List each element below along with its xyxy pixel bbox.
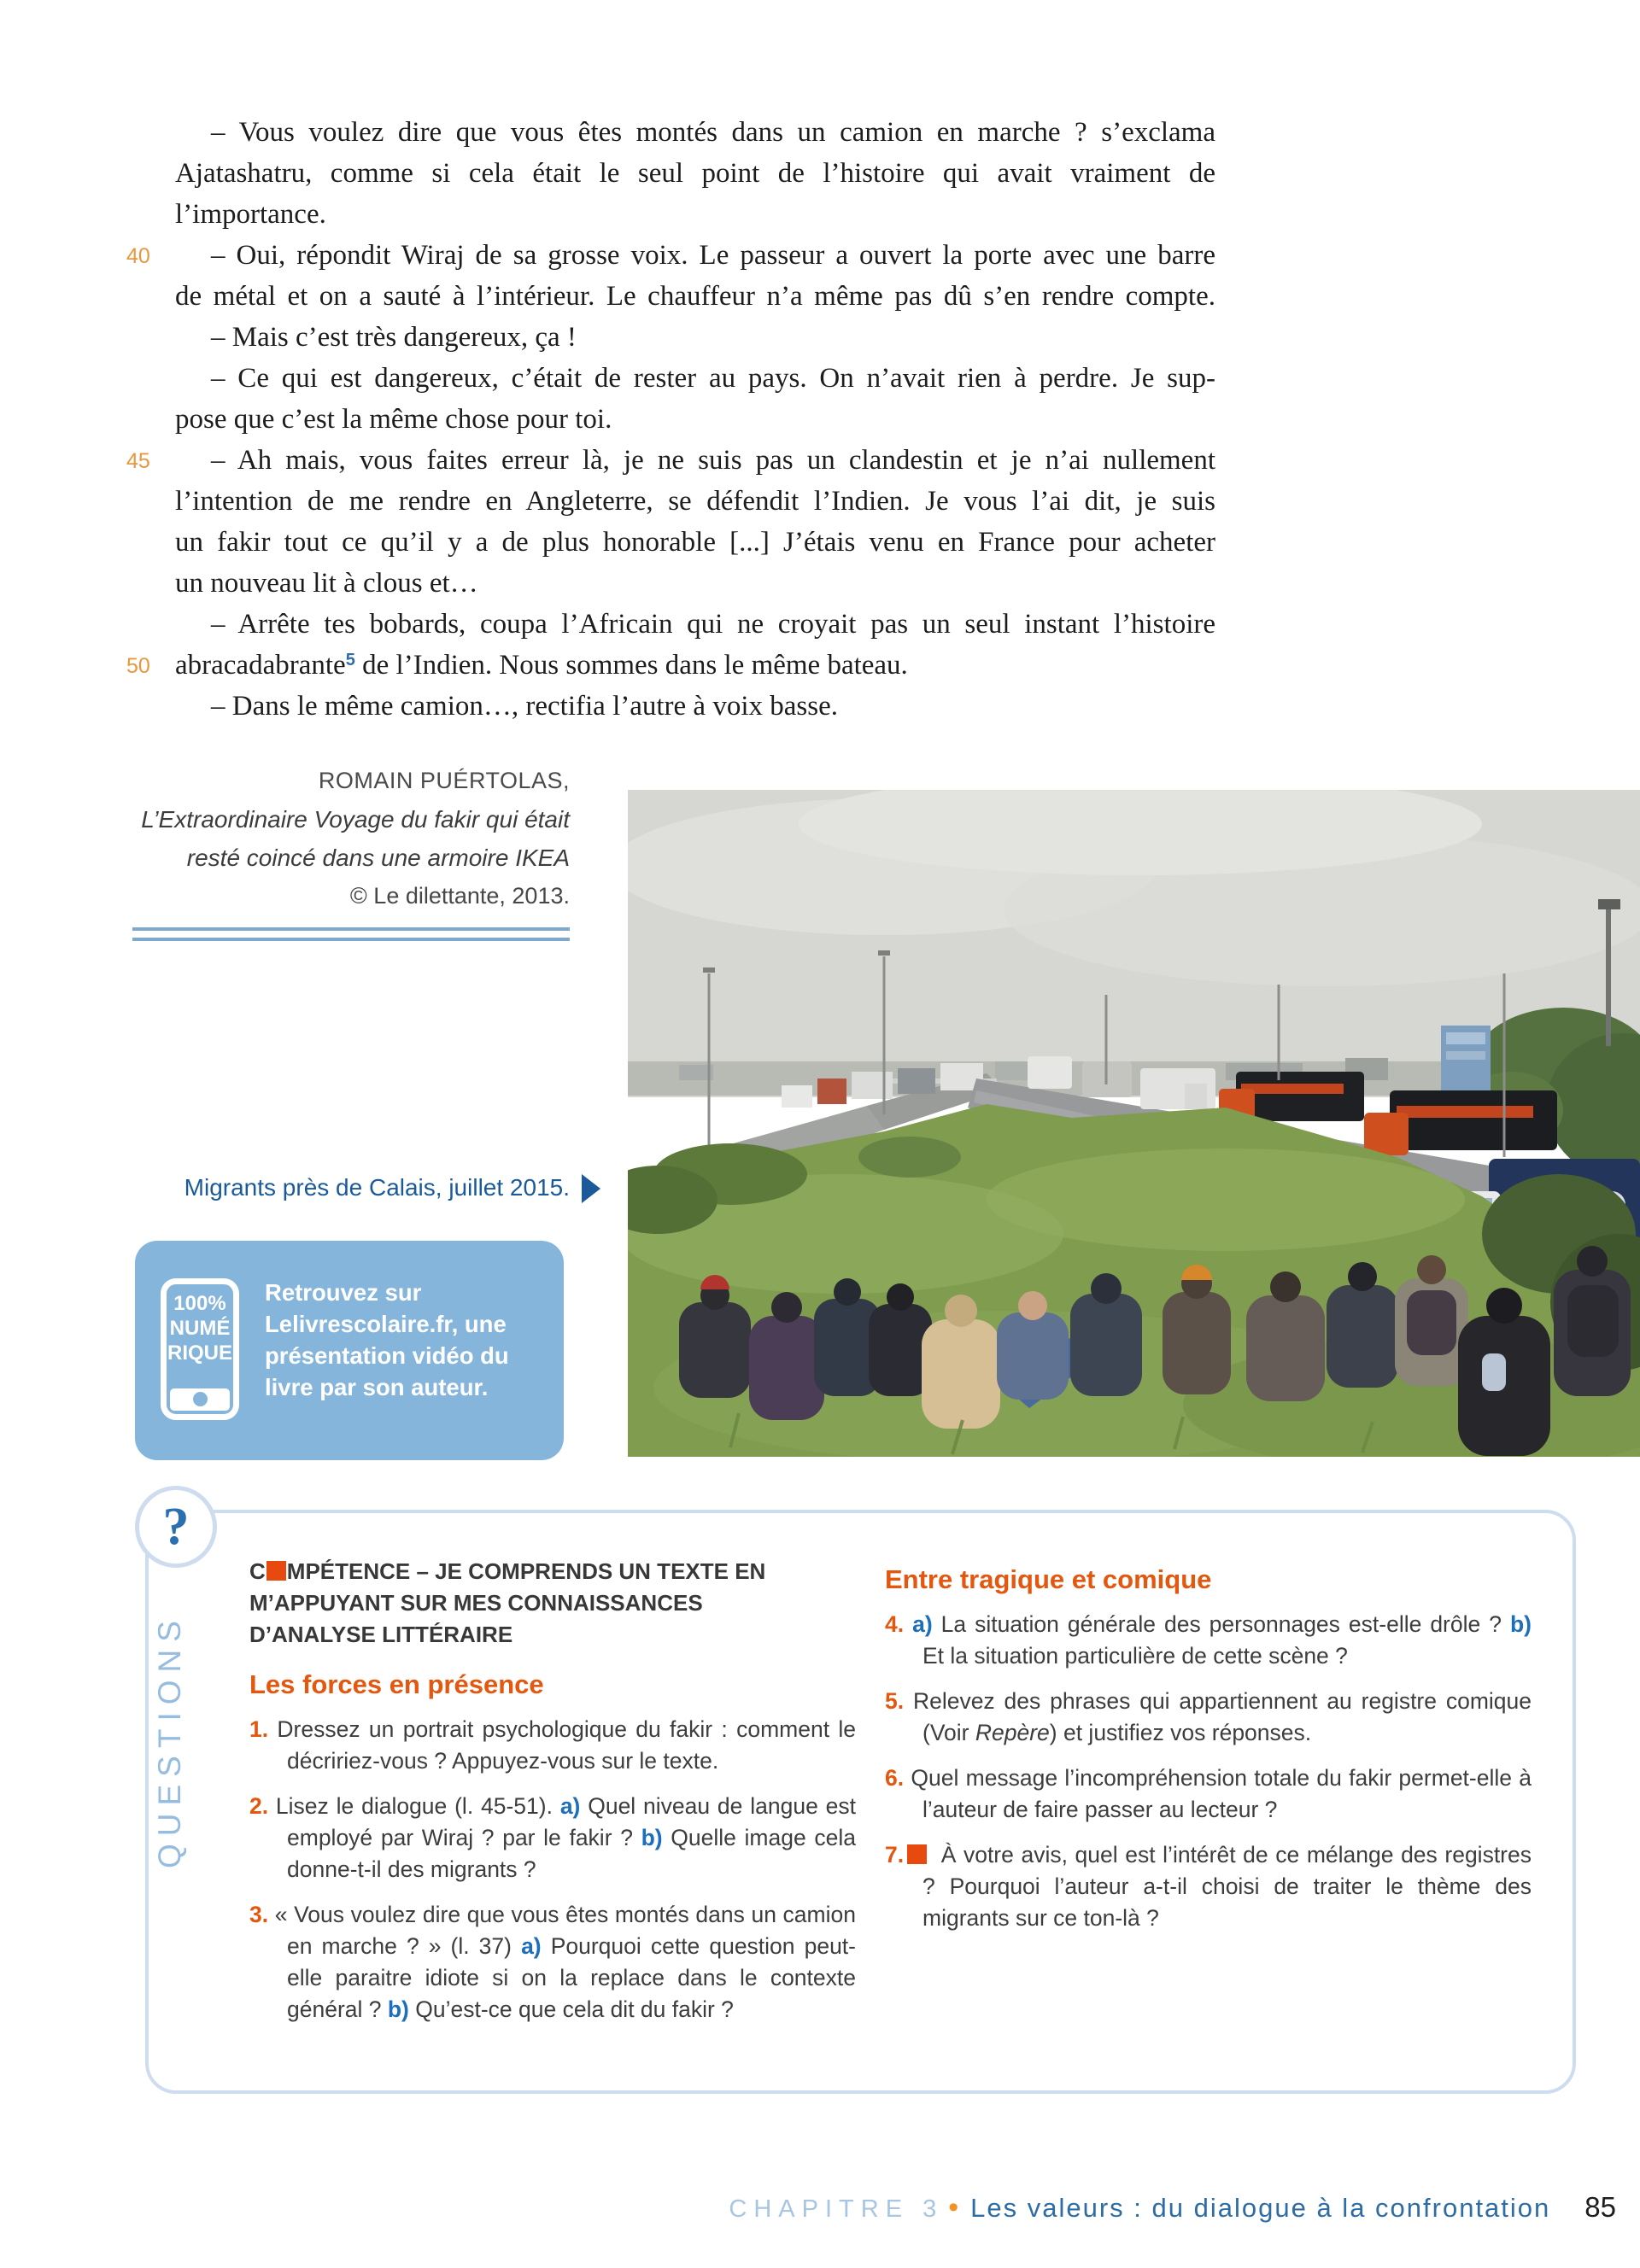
work-title-line1: L’Extraordinaire Voyage du fakir qui était: [141, 806, 570, 833]
question-number: 1.: [249, 1716, 269, 1742]
text-segment: Dressez un portrait psychologique du fakir : comment le décririez-vous ? Appuyez-vous sur le texte.: [268, 1716, 856, 1774]
digital-resource-text: Retrouvez sur Lelivrescolaire.fr, une présentation vidéo du livre par son auteur.: [265, 1279, 509, 1400]
text-segment: À votre avis, quel est l’intérêt de ce mélange des registres ? Pourquoi l’auteur a-t-il choisi de traiter le thème des migrants sur ce ton-là ?: [922, 1842, 1532, 1931]
text-segment: l’importance.: [175, 199, 326, 230]
text-segment: de l’Indien. Nous sommes dans le même bateau.: [354, 650, 908, 681]
text-line: [175, 481, 1215, 522]
text-segment: abracadabrante: [175, 650, 346, 681]
sub-question-letter: a): [912, 1611, 933, 1637]
text-segment: Et la situation particulière de cette scène ?: [922, 1643, 1348, 1669]
badge-line: NUMÉ: [169, 1317, 231, 1340]
question-number: 7.: [885, 1842, 905, 1868]
competence-statement: [249, 1556, 800, 1651]
text-segment: Ajatashatru, comme si cela était le seul point de l’histoire qui avait vraiment de: [175, 158, 1215, 189]
questions-vertical-label: QUESTIONS: [152, 1613, 187, 1868]
text-segment: ) et justifiez vos réponses.: [1049, 1720, 1312, 1745]
sub-question-letter: b): [641, 1825, 663, 1850]
text-segment: « Vous voulez dire que vous êtes montés dans un camion en marche ? » (l. 37): [268, 1902, 856, 1959]
text-segment: l’intention de me rendre en Angleterre, se défendit l’Indien. Je vous l’ai dit, je suis: [175, 486, 1215, 517]
sub-question-letter: a): [559, 1793, 581, 1819]
text-line: [175, 604, 1215, 645]
text-segment: – Oui, répondit Wiraj de sa grosse voix. Le passeur a ouvert la porte avec une barre: [211, 240, 1215, 271]
right-subheading: Entre tragique et comique: [885, 1564, 1212, 1594]
questions-left-column: [249, 1556, 856, 2039]
sub-question-letter: a): [521, 1933, 542, 1959]
photo-caption: Migrants près de Calais, juillet 2015.: [184, 1174, 570, 1201]
text-line: [126, 440, 1215, 481]
text-segment: Pourquoi cette question peut-elle paraitre idiote si on la replace dans le contexte général ?: [287, 1933, 856, 2022]
text-segment: – Ah mais, vous faites erreur là, je ne suis pas un clandestin et je n’ai nullement: [211, 445, 1215, 476]
page-footer: [729, 2191, 1616, 2224]
question-item: [885, 1762, 1532, 1826]
text-line: [175, 153, 1215, 194]
question-item: [249, 1791, 856, 1885]
text-segment: un fakir tout ce qu’il y a de plus honorable [...] J’étais venu en France pour acheter: [175, 527, 1215, 558]
text-line: [175, 276, 1215, 317]
author-name: ROMAIN PUÉRTOLAS,: [318, 768, 570, 793]
text-segment: Quel niveau de langue est employé par Wiraj ? par le fakir ?: [287, 1793, 856, 1850]
question-item: [885, 1839, 1532, 1934]
text-line: [175, 317, 1215, 358]
left-subheading: Les forces en présence: [249, 1669, 544, 1699]
copyright-line: © Le dilettante, 2013.: [349, 883, 570, 909]
text-line: [126, 235, 1215, 276]
line-number: 50: [126, 654, 150, 678]
question-number: 6.: [885, 1765, 905, 1791]
text-segment: Quelle image cela donne-t-il des migrants ?: [287, 1825, 856, 1882]
chapter-title: Les valeurs : du dialogue à la confrontation: [970, 2193, 1551, 2223]
line-number: 40: [126, 244, 150, 268]
digital-resource-box: [135, 1241, 564, 1460]
italic-reference: Repère: [975, 1720, 1050, 1745]
questions-right-column: [885, 1564, 1532, 1948]
question-number: 4.: [885, 1611, 905, 1637]
text-segment: MPÉTENCE – JE COMPRENDS UN TEXTE EN M’APPUYANT SUR MES CONNAISSANCES D’ANALYSE LITTÉRAIRE: [249, 1558, 766, 1647]
question-item: [249, 1899, 856, 2025]
orange-square-icon: [907, 1844, 927, 1864]
question-item: [885, 1686, 1532, 1749]
text-segment: Relevez des phrases qui appartiennent au registre comique (Voir: [904, 1688, 1532, 1745]
text-line: [175, 522, 1215, 563]
footer-bullet-icon: •: [948, 2191, 959, 2224]
question-item: [249, 1714, 856, 1777]
section-divider: [132, 927, 570, 948]
text-segment: – Ce qui est dangereux, c’était de rester au pays. On n’avait rien à perdre. Je sup-: [211, 363, 1215, 394]
text-segment: Qu’est-ce que cela dit du fakir ?: [408, 1996, 734, 2022]
text-segment: un nouveau lit à clous et…: [175, 568, 478, 599]
text-line: [175, 358, 1215, 399]
question-mark-icon: ?: [162, 1498, 190, 1556]
sub-question-letter: b): [1509, 1611, 1532, 1637]
question-mark-badge: [135, 1486, 217, 1568]
text-line: [175, 112, 1215, 153]
line-number: 45: [126, 449, 150, 473]
badge-line: 100%: [173, 1292, 226, 1315]
text-segment: pose que c’est la même chose pour toi.: [175, 404, 612, 435]
text-segment: – Mais c’est très dangereux, ça !: [211, 322, 577, 353]
text-segment: C: [249, 1558, 266, 1584]
text-segment: – Vous voulez dire que vous êtes montés dans un camion en marche ? s’exclama: [211, 117, 1215, 148]
text-line: [175, 194, 1215, 235]
question-number: 5.: [885, 1688, 905, 1714]
text-line: [175, 563, 1215, 604]
text-segment: Quel message l’incompréhension totale du fakir permet-elle à l’auteur de faire passer au lecteur ?: [904, 1765, 1532, 1822]
sub-question-letter: b): [387, 1996, 409, 2022]
question-number: 3.: [249, 1902, 269, 1927]
smartphone-icon: [161, 1278, 239, 1420]
badge-line: RIQUE: [167, 1342, 232, 1365]
work-title-line2: resté coincé dans une armoire IKEA: [186, 845, 570, 871]
text-line: [126, 645, 1215, 686]
text-segment: – Dans le même camion…, rectifia l’autre à voix basse.: [211, 691, 838, 722]
caption-arrow-icon: [582, 1174, 600, 1203]
orange-square-icon: [266, 1561, 286, 1581]
question-item: [885, 1609, 1532, 1672]
text-segment: – Arrête tes bobards, coupa l’Africain qui ne croyait pas un seul instant l’histoire: [211, 609, 1215, 640]
source-attribution: [132, 762, 570, 915]
question-number: 2.: [249, 1793, 269, 1819]
page-number: 85: [1584, 2191, 1616, 2223]
text-segment: [904, 1611, 912, 1637]
text-line: [175, 686, 1215, 727]
text-line: [175, 399, 1215, 440]
text-segment: La situation générale des personnages est-elle drôle ?: [932, 1611, 1510, 1637]
text-segment: de métal et on a sauté à l’intérieur. Le chauffeur n’a même pas dû s’en rendre compte.: [175, 281, 1215, 312]
migrants-photo: [628, 790, 1640, 1457]
chapter-label: CHAPITRE 3: [729, 2195, 944, 2223]
footnote-ref: 5: [345, 651, 355, 669]
reading-excerpt: [126, 112, 1215, 727]
text-segment: Lisez le dialogue (l. 45-51).: [268, 1793, 560, 1819]
